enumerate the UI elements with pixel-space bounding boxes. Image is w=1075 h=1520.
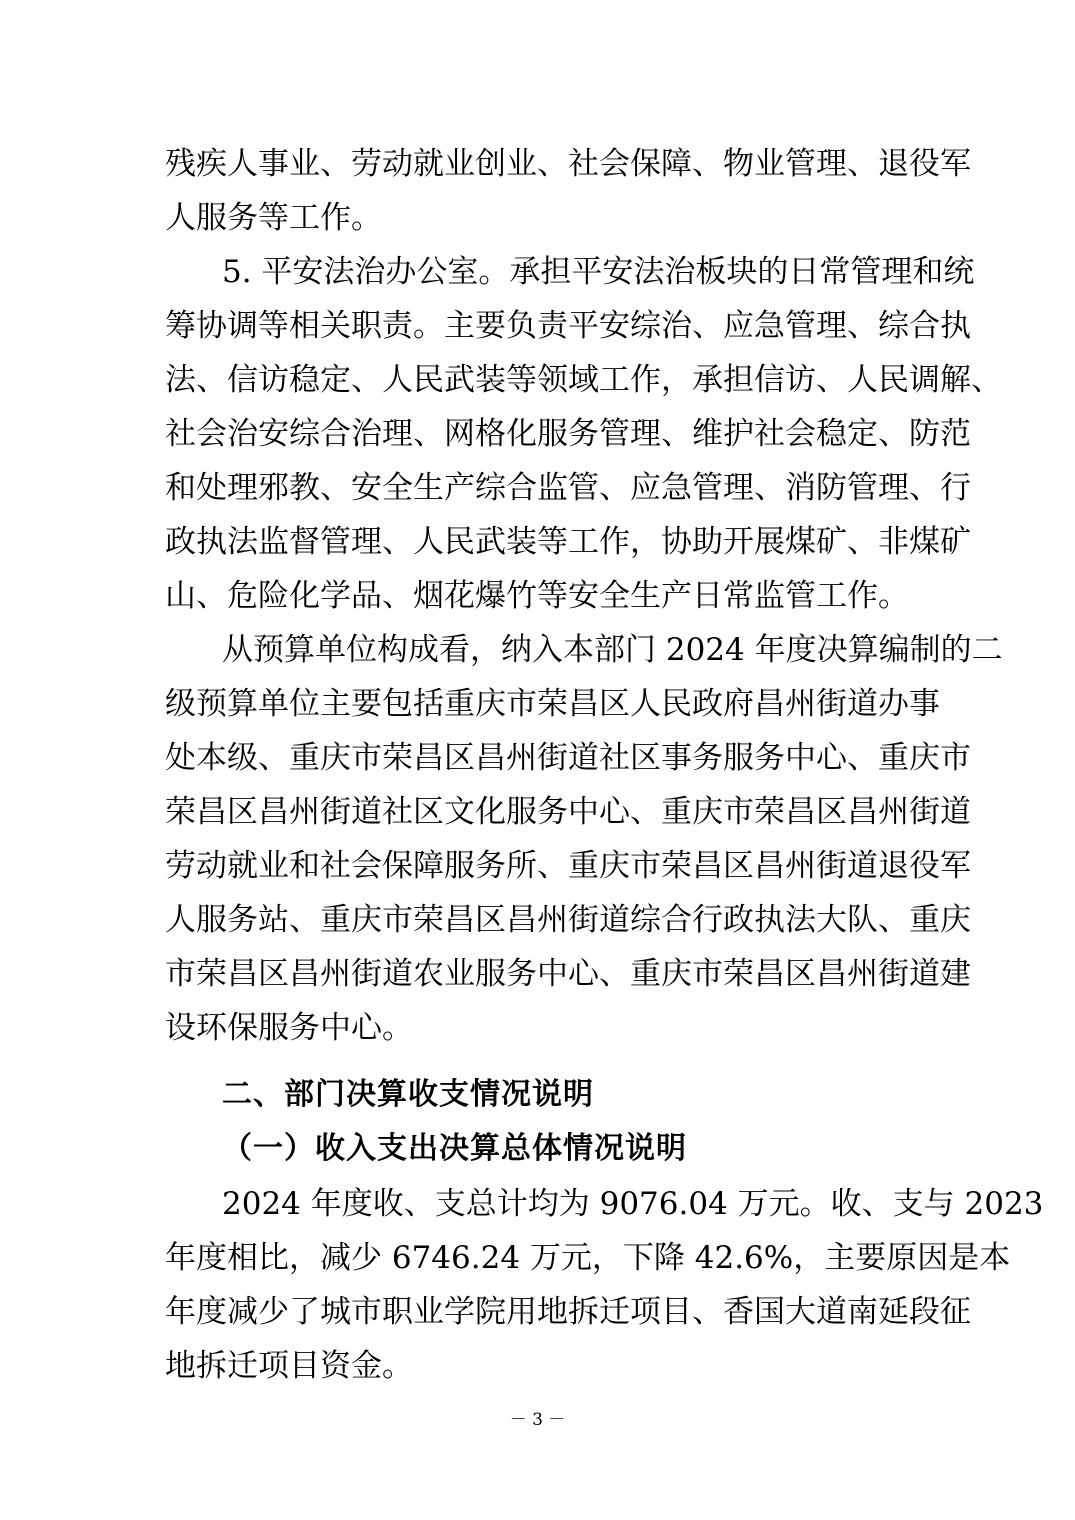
paragraph-line: 2024 年度收、支总计均为 9076.04 万元。收、支与 2023	[222, 1186, 1044, 1222]
page-number: － 3 －	[509, 1410, 566, 1430]
subsection-heading: （一）收入支出决算总体情况说明	[222, 1131, 687, 1166]
paragraph-line: 人服务等工作。	[165, 200, 382, 236]
paragraph-line: 筹协调等相关职责。主要负责平安综治、应急管理、综合执	[165, 308, 971, 344]
paragraph-line: 山、危险化学品、烟花爆竹等安全生产日常监管工作。	[165, 578, 909, 614]
paragraph-line: 年度相比，减少 6746.24 万元，下降 42.6%，主要原因是本	[165, 1240, 1011, 1276]
paragraph-line: 人服务站、重庆市荣昌区昌州街道综合行政执法大队、重庆	[165, 902, 971, 938]
paragraph-line: 从预算单位构成看，纳入本部门 2024 年度决算编制的二	[222, 632, 1003, 668]
paragraph-line: 年度减少了城市职业学院用地拆迁项目、香国大道南延段征	[165, 1294, 971, 1330]
paragraph-line: 地拆迁项目资金。	[165, 1348, 413, 1384]
paragraph-line: 市荣昌区昌州街道农业服务中心、重庆市荣昌区昌州街道建	[165, 956, 971, 992]
paragraph-line: 政执法监督管理、人民武装等工作，协助开展煤矿、非煤矿	[165, 524, 971, 560]
paragraph-line: 劳动就业和社会保障服务所、重庆市荣昌区昌州街道退役军	[165, 848, 971, 884]
paragraph-line: 法、信访稳定、人民武装等领域工作，承担信访、人民调解、	[165, 362, 1002, 398]
paragraph-line: 社会治安综合治理、网格化服务管理、维护社会稳定、防范	[165, 416, 971, 452]
paragraph-line: 级预算单位主要包括重庆市荣昌区人民政府昌州街道办事	[165, 686, 940, 722]
section-heading: 二、部门决算收支情况说明	[222, 1077, 594, 1112]
paragraph-line: 设环保服务中心。	[165, 1010, 413, 1046]
paragraph-line: 荣昌区昌州街道社区文化服务中心、重庆市荣昌区昌州街道	[165, 794, 971, 830]
paragraph-line: 残疾人事业、劳动就业创业、社会保障、物业管理、退役军	[165, 146, 971, 182]
paragraph-line: 和处理邪教、安全生产综合监管、应急管理、消防管理、行	[165, 470, 971, 506]
paragraph-line: 5. 平安法治办公室。承担平安法治板块的日常管理和统	[222, 254, 975, 290]
paragraph-line: 处本级、重庆市荣昌区昌州街道社区事务服务中心、重庆市	[165, 740, 971, 776]
